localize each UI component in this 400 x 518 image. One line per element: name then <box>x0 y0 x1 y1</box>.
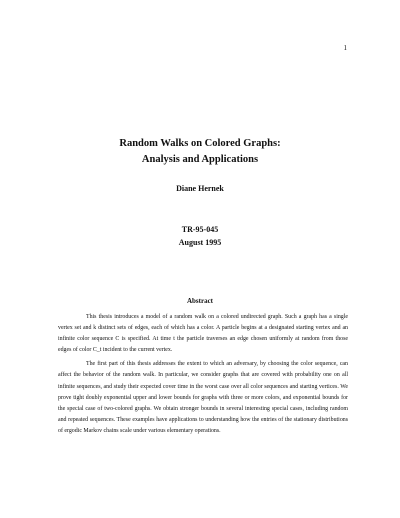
title-line-1: Random Walks on Colored Graphs: <box>119 138 281 149</box>
report-info <box>0 224 400 249</box>
abstract-heading: Abstract <box>186 297 214 305</box>
title-line-2: Analysis and Applications <box>141 154 259 165</box>
report-date: August 1995 <box>178 237 222 247</box>
abstract-paragraph: The first part of this thesis addresses the extent to which an adversary, by choosing the color sequence, can affect the behavior of the random walk. In particular, we consider graphs that are covered with probability one on all infinite sequences, and study their expected cover time in the worst case over all color sequences and starting vertices. We prove tight doubly exponential upper and lower bounds for graphs with three or more colors, and exponential bounds for the special case of two-colored graphs. We obtain stronger bounds in several interesting special cases, including random and repeated sequences. These examples have applications to understanding how the entries of the stationary distributions of ergodic Markov chains scale under various elementary operations. <box>58 361 348 434</box>
author: Diane Hernek <box>176 184 224 193</box>
report-number: TR-95-045 <box>181 225 219 234</box>
page-number: 1 <box>343 44 347 52</box>
title-block <box>0 136 400 168</box>
abstract-paragraph: This thesis introduces a model of a random walk on a colored undirected graph. Such a graph has a single vertex set and k distinct sets of edges, each of which has a color. A particle begins at a designated starting vertex and an infinite color sequence C is specified. At time t the particle traverses an edge chosen uniformly at random from those edges of color C_t incident to the current vertex. <box>58 314 348 354</box>
abstract-body <box>58 312 348 440</box>
